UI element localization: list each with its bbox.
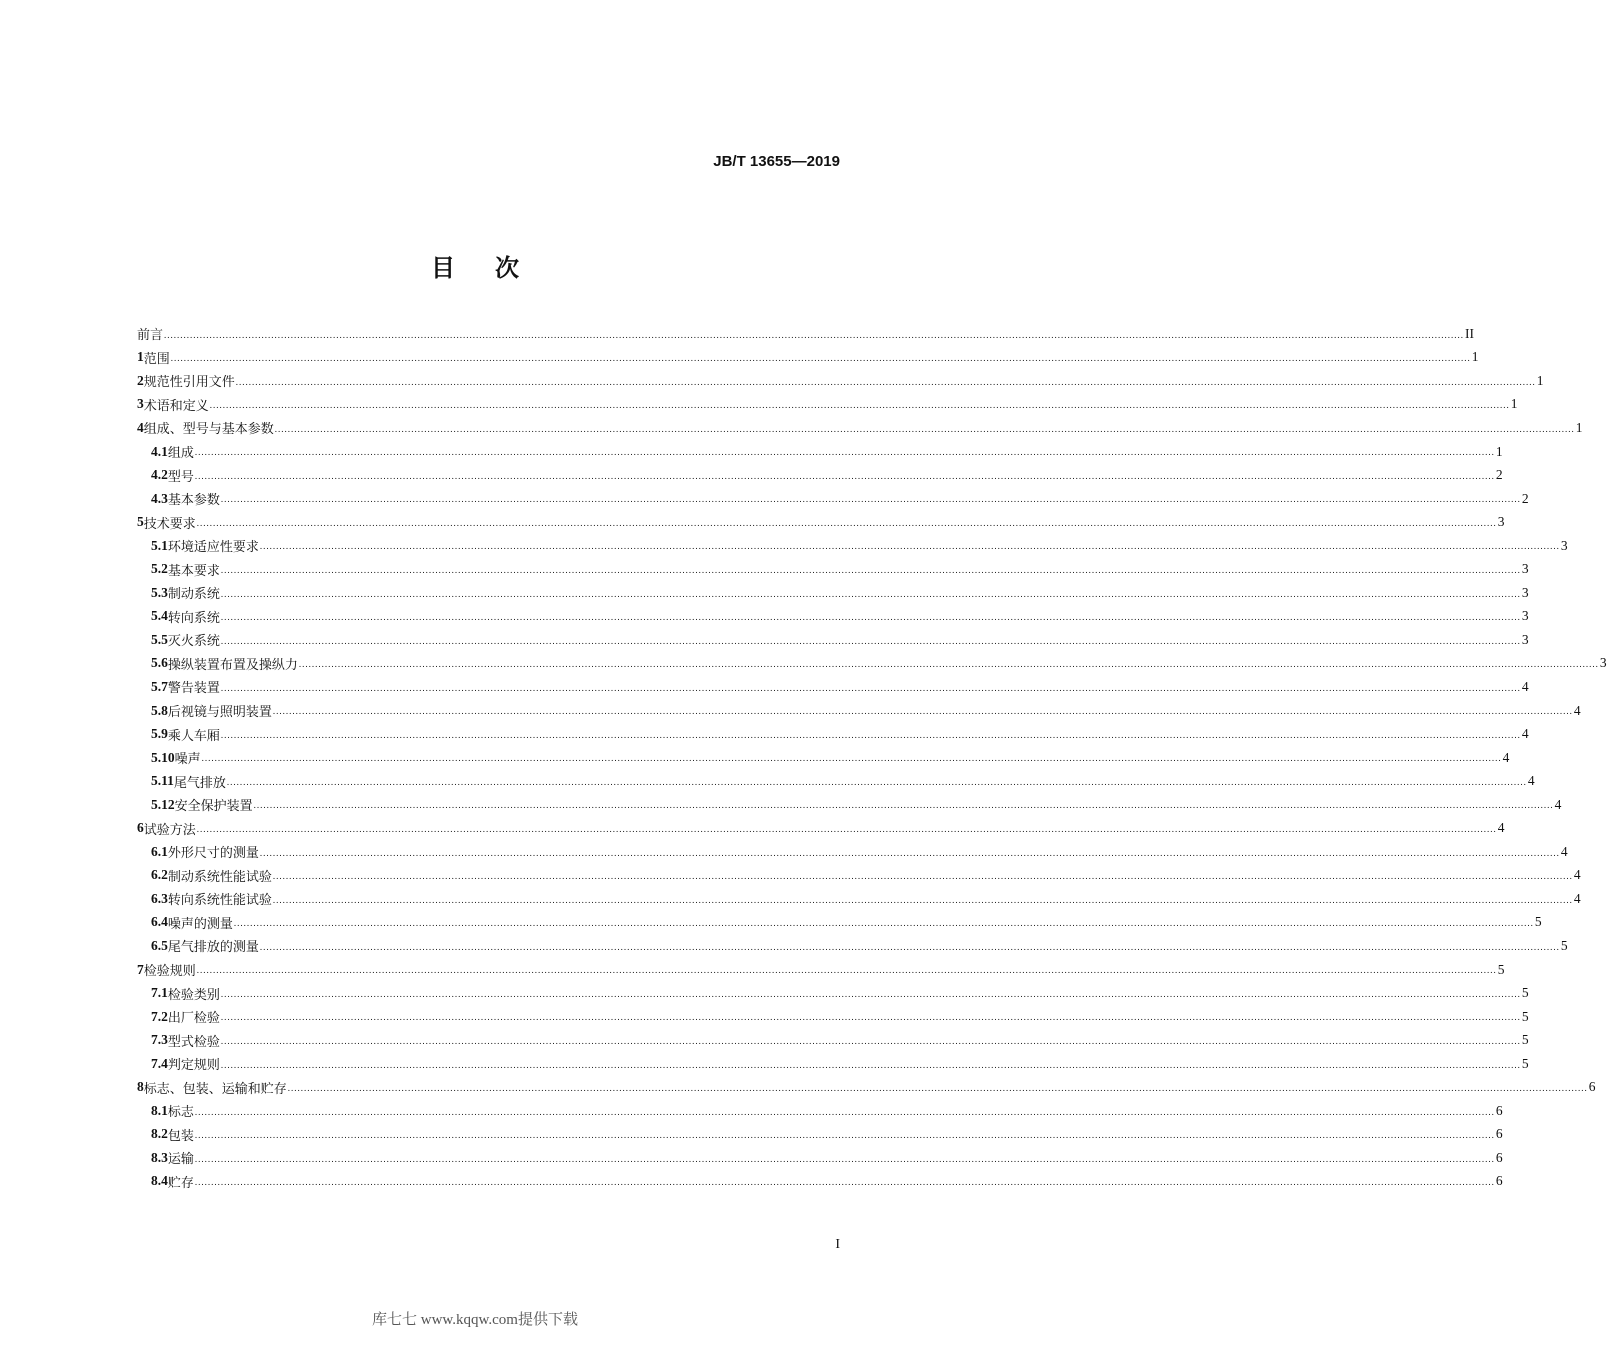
toc-entry-number: 7.2 <box>151 1008 168 1024</box>
toc-entry-number: 7.3 <box>151 1032 168 1048</box>
dot-leader: ................................................................................................................................................................................................................................................................................................................................................................................................................ <box>259 941 1560 952</box>
dot-leader: ................................................................................................................................................................................................................................................................................................................................................................................................................ <box>196 824 1497 835</box>
toc-entry-number: 4.1 <box>151 443 168 459</box>
toc-entry-title: 范围 <box>143 351 170 367</box>
toc-entry-number: 5.1 <box>151 537 168 553</box>
dot-leader: ................................................................................................................................................................................................................................................................................................................................................................................................................ <box>233 918 1534 929</box>
toc-entry-number: 1 <box>137 349 144 365</box>
toc-entry[interactable] <box>137 1076 1596 1100</box>
toc-entry-number: 5.8 <box>151 702 168 718</box>
toc-entry-number: 6.3 <box>151 890 168 906</box>
toc-entry[interactable] <box>137 934 1568 958</box>
dot-leader: ................................................................................................................................................................................................................................................................................................................................................................................................................ <box>272 871 1573 882</box>
toc-entry[interactable] <box>137 1123 1503 1147</box>
toc-entry-page: 6 <box>1495 1126 1503 1142</box>
dot-leader: ................................................................................................................................................................................................................................................................................................................................................................................................................ <box>220 588 1521 599</box>
toc-entry[interactable] <box>137 557 1529 581</box>
toc-entry[interactable] <box>137 864 1581 888</box>
toc-entry-title: 转向系统 <box>167 610 220 626</box>
toc-entry-page: 4 <box>1502 749 1510 765</box>
toc-entry[interactable] <box>137 699 1581 723</box>
toc-entry[interactable] <box>137 440 1503 464</box>
toc-entry-title: 规范性引用文件 <box>143 375 235 391</box>
toc-entry-title: 运输 <box>167 1152 194 1168</box>
dot-leader: ................................................................................................................................................................................................................................................................................................................................................................................................................ <box>170 353 1471 364</box>
toc-entry[interactable] <box>137 487 1529 511</box>
toc-entry-title: 检验规则 <box>143 964 196 980</box>
toc-entry-title: 外形尺寸的测量 <box>167 846 259 862</box>
toc-entry[interactable] <box>137 816 1505 840</box>
dot-leader: ................................................................................................................................................................................................................................................................................................................................................................................................................ <box>194 1106 1495 1117</box>
toc-entry[interactable] <box>137 534 1568 558</box>
dot-leader: ................................................................................................................................................................................................................................................................................................................................................................................................................ <box>194 1177 1495 1188</box>
toc-entry-page: 4 <box>1554 796 1562 812</box>
toc-entry[interactable] <box>137 911 1542 935</box>
toc-entry-title: 组成、型号与基本参数 <box>143 422 274 438</box>
toc-entry-title: 型式检验 <box>167 1034 220 1050</box>
toc-entry[interactable] <box>137 322 1475 346</box>
toc-entry-number: 5.7 <box>151 678 168 694</box>
toc-entry-title: 噪声 <box>174 752 201 768</box>
toc-entry-title: 转向系统性能试验 <box>167 893 272 909</box>
toc-entry-page: 5 <box>1560 937 1568 953</box>
toc-entry-number: 7.1 <box>151 985 168 1001</box>
toc-entry[interactable] <box>137 722 1529 746</box>
toc-entry-number: 7 <box>137 961 144 977</box>
toc-entry-number: 5.4 <box>151 608 168 624</box>
toc-entry-page: 1 <box>1510 396 1518 412</box>
toc-entry-title: 贮存 <box>167 1175 194 1191</box>
dot-leader: ................................................................................................................................................................................................................................................................................................................................................................................................................ <box>220 1059 1521 1070</box>
toc-entry-page: 1 <box>1536 372 1544 388</box>
toc-entry[interactable] <box>137 840 1568 864</box>
toc-entry-page: 4 <box>1573 867 1581 883</box>
toc-entry[interactable] <box>137 1005 1529 1029</box>
toc-entry-title: 技术要求 <box>143 516 196 532</box>
watermark-footer: 库七七 www.kqqw.com提供下载 <box>372 1312 578 1328</box>
toc-entry-title: 操纵装置布置及操纵力 <box>167 657 298 673</box>
toc-entry-number: 8.2 <box>151 1126 168 1142</box>
toc-entry-title: 制动系统 <box>167 587 220 603</box>
toc-entry-number: 8.1 <box>151 1102 168 1118</box>
toc-entry-page: 4 <box>1573 702 1581 718</box>
toc-entry-page: 1 <box>1471 349 1479 365</box>
toc-entry-page: 6 <box>1495 1173 1503 1189</box>
toc-entry-title: 基本参数 <box>167 493 220 509</box>
table-of-contents <box>137 322 1607 1193</box>
dot-leader: ................................................................................................................................................................................................................................................................................................................................................................................................................ <box>220 988 1521 999</box>
toc-entry-title: 后视镜与照明装置 <box>167 705 272 721</box>
dot-leader: ................................................................................................................................................................................................................................................................................................................................................................................................................ <box>220 565 1521 576</box>
toc-entry-page: 3 <box>1497 514 1505 530</box>
toc-entry[interactable] <box>137 605 1529 629</box>
dot-leader: ................................................................................................................................................................................................................................................................................................................................................................................................................ <box>226 776 1527 787</box>
toc-entry-number: 4 <box>137 419 144 435</box>
dot-leader: ................................................................................................................................................................................................................................................................................................................................................................................................................ <box>287 1083 1588 1094</box>
toc-entry-number: 7.4 <box>151 1055 168 1071</box>
dot-leader: ................................................................................................................................................................................................................................................................................................................................................................................................................ <box>220 1035 1521 1046</box>
toc-entry[interactable] <box>137 510 1505 534</box>
toc-entry-title: 术语和定义 <box>143 398 209 414</box>
toc-entry-title: 检验类别 <box>167 987 220 1003</box>
toc-entry-title: 试验方法 <box>143 822 196 838</box>
toc-entry-page: 5 <box>1521 1055 1529 1071</box>
toc-entry-number: 8.4 <box>151 1173 168 1189</box>
toc-entry-number: 5.10 <box>151 749 175 765</box>
toc-entry-title: 标志、包装、运输和贮存 <box>143 1081 287 1097</box>
toc-entry-page: 4 <box>1527 773 1535 789</box>
dot-leader: ................................................................................................................................................................................................................................................................................................................................................................................................................ <box>259 847 1560 858</box>
dot-leader: ................................................................................................................................................................................................................................................................................................................................................................................................................ <box>259 541 1560 552</box>
toc-entry-page: 2 <box>1521 490 1529 506</box>
dot-leader: ................................................................................................................................................................................................................................................................................................................................................................................................................ <box>220 1012 1521 1023</box>
dot-leader: ................................................................................................................................................................................................................................................................................................................................................................................................................ <box>194 470 1495 481</box>
toc-entry-page: 4 <box>1521 726 1529 742</box>
toc-entry-number: 2 <box>137 372 144 388</box>
toc-entry[interactable] <box>137 675 1529 699</box>
toc-entry-page: 3 <box>1521 561 1529 577</box>
toc-entry[interactable] <box>137 958 1505 982</box>
toc-entry[interactable] <box>137 981 1529 1005</box>
toc-entry-title: 制动系统性能试验 <box>167 869 272 885</box>
toc-entry-title: 型号 <box>167 469 194 485</box>
toc-entry[interactable] <box>137 1170 1503 1194</box>
toc-entry-title: 基本要求 <box>167 563 220 579</box>
toc-entry[interactable] <box>137 393 1518 417</box>
toc-entry-title: 尾气排放的测量 <box>167 940 259 956</box>
dot-leader: ................................................................................................................................................................................................................................................................................................................................................................................................................ <box>220 635 1521 646</box>
toc-entry-number: 6.2 <box>151 867 168 883</box>
dot-leader: ................................................................................................................................................................................................................................................................................................................................................................................................................ <box>220 612 1521 623</box>
toc-entry-page: 6 <box>1495 1102 1503 1118</box>
toc-entry-title: 判定规则 <box>167 1058 220 1074</box>
dot-leader: ................................................................................................................................................................................................................................................................................................................................................................................................................ <box>209 400 1510 411</box>
toc-entry-number: 4.3 <box>151 490 168 506</box>
toc-entry-page: 3 <box>1560 537 1568 553</box>
toc-entry-title: 警告装置 <box>167 681 220 697</box>
toc-entry[interactable] <box>137 652 1607 676</box>
toc-entry[interactable] <box>137 346 1479 370</box>
toc-entry-number: 4.2 <box>151 467 168 483</box>
toc-entry-page: 4 <box>1560 843 1568 859</box>
dot-leader: ................................................................................................................................................................................................................................................................................................................................................................................................................ <box>272 894 1573 905</box>
toc-entry-page: II <box>1465 325 1475 341</box>
dot-leader: ................................................................................................................................................................................................................................................................................................................................................................................................................ <box>272 706 1573 717</box>
dot-leader: ................................................................................................................................................................................................................................................................................................................................................................................................................ <box>220 682 1521 693</box>
toc-entry[interactable] <box>137 746 1510 770</box>
toc-entry[interactable] <box>137 463 1503 487</box>
toc-entry[interactable] <box>137 793 1562 817</box>
toc-entry-page: 5 <box>1521 985 1529 1001</box>
toc-entry-page: 4 <box>1521 678 1529 694</box>
toc-entry[interactable] <box>137 1028 1529 1052</box>
dot-leader: ................................................................................................................................................................................................................................................................................................................................................................................................................ <box>220 494 1521 505</box>
toc-entry-number: 5.5 <box>151 631 168 647</box>
toc-entry-page: 3 <box>1521 608 1529 624</box>
toc-entry-page: 4 <box>1497 820 1505 836</box>
toc-entry-title: 标志 <box>167 1105 194 1121</box>
toc-entry-number: 5.3 <box>151 584 168 600</box>
toc-entry-title: 乘人车厢 <box>167 728 220 744</box>
toc-entry-title: 出厂检验 <box>167 1011 220 1027</box>
dot-leader: ................................................................................................................................................................................................................................................................................................................................................................................................................ <box>274 423 1575 434</box>
toc-entry-number: 6.4 <box>151 914 168 930</box>
toc-entry[interactable] <box>137 1146 1503 1170</box>
toc-entry-title: 安全保护装置 <box>174 799 253 815</box>
toc-entry-number: 5.2 <box>151 561 168 577</box>
toc-entry[interactable] <box>137 887 1581 911</box>
toc-entry-page: 5 <box>1521 1032 1529 1048</box>
toc-entry-number: 5.9 <box>151 726 168 742</box>
toc-entry-title: 噪声的测量 <box>167 916 233 932</box>
toc-entry-page: 5 <box>1534 914 1542 930</box>
toc-entry-page: 5 <box>1497 961 1505 977</box>
toc-entry-page: 2 <box>1495 467 1503 483</box>
toc-entry-title: 前言 <box>137 328 164 344</box>
dot-leader: ................................................................................................................................................................................................................................................................................................................................................................................................................ <box>164 329 1465 340</box>
toc-entry-page: 3 <box>1599 655 1607 671</box>
dot-leader: ................................................................................................................................................................................................................................................................................................................................................................................................................ <box>235 376 1536 387</box>
dot-leader: ................................................................................................................................................................................................................................................................................................................................................................................................................ <box>298 659 1599 670</box>
toc-entry-number: 8 <box>137 1079 144 1095</box>
page-title: 目次 <box>431 254 559 282</box>
toc-entry-number: 5 <box>137 514 144 530</box>
toc-entry-page: 6 <box>1495 1149 1503 1165</box>
toc-entry-number: 8.3 <box>151 1149 168 1165</box>
dot-leader: ................................................................................................................................................................................................................................................................................................................................................................................................................ <box>253 800 1554 811</box>
toc-entry-page: 5 <box>1521 1008 1529 1024</box>
toc-entry-page: 4 <box>1573 890 1581 906</box>
toc-entry-page: 3 <box>1521 584 1529 600</box>
toc-entry-number: 6.5 <box>151 937 168 953</box>
toc-entry-title: 灭火系统 <box>167 634 220 650</box>
toc-entry-number: 5.6 <box>151 655 168 671</box>
toc-entry-title: 环境适应性要求 <box>167 540 259 556</box>
dot-leader: ................................................................................................................................................................................................................................................................................................................................................................................................................ <box>196 517 1497 528</box>
toc-entry-number: 6.1 <box>151 843 168 859</box>
toc-entry-number: 5.11 <box>151 773 174 789</box>
toc-entry-number: 5.12 <box>151 796 175 812</box>
dot-leader: ................................................................................................................................................................................................................................................................................................................................................................................................................ <box>194 1153 1495 1164</box>
dot-leader: ................................................................................................................................................................................................................................................................................................................................................................................................................ <box>196 965 1497 976</box>
dot-leader: ................................................................................................................................................................................................................................................................................................................................................................................................................ <box>194 447 1495 458</box>
toc-entry-number: 3 <box>137 396 144 412</box>
dot-leader: ................................................................................................................................................................................................................................................................................................................................................................................................................ <box>194 1130 1495 1141</box>
toc-entry[interactable] <box>137 628 1529 652</box>
toc-entry[interactable] <box>137 581 1529 605</box>
toc-entry-page: 1 <box>1575 419 1583 435</box>
page-number: I <box>835 1237 840 1252</box>
dot-leader: ................................................................................................................................................................................................................................................................................................................................................................................................................ <box>220 729 1521 740</box>
toc-entry[interactable] <box>137 416 1583 440</box>
toc-entry-page: 6 <box>1588 1079 1596 1095</box>
toc-entry-page: 3 <box>1521 631 1529 647</box>
toc-entry-number: 6 <box>137 820 144 836</box>
toc-entry-title: 组成 <box>167 446 194 461</box>
standard-number: JB/T 13655—2019 <box>713 153 840 170</box>
toc-entry[interactable] <box>137 769 1535 793</box>
toc-entry[interactable] <box>137 369 1544 393</box>
toc-entry-page: 1 <box>1495 443 1503 459</box>
toc-entry-title: 包装 <box>167 1128 194 1144</box>
toc-entry[interactable] <box>137 1052 1529 1076</box>
toc-entry-title: 尾气排放 <box>173 775 226 791</box>
dot-leader: ................................................................................................................................................................................................................................................................................................................................................................................................................ <box>201 753 1502 764</box>
toc-entry[interactable] <box>137 1099 1503 1123</box>
